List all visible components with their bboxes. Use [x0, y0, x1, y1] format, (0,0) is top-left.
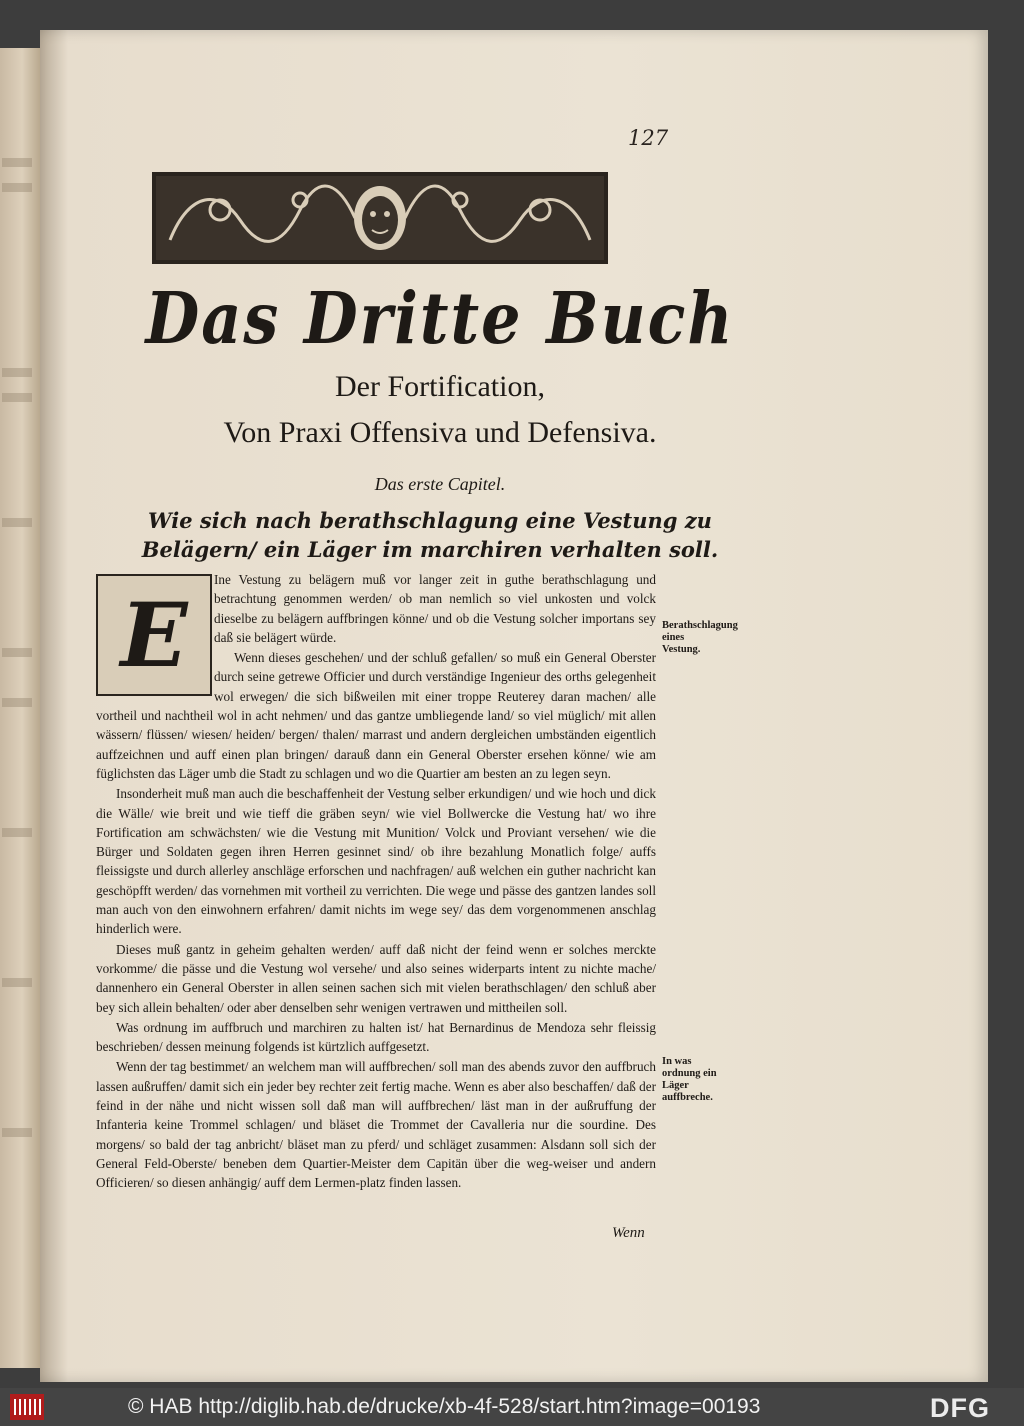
dfg-logo: DFG — [930, 1393, 990, 1423]
book-title: Das Dritte Buch — [145, 276, 735, 361]
chapter-title: Wie sich nach berathschlagung eine Vestung zu Belägern/ ein Läger im marchiren verhalten soll. — [141, 508, 719, 562]
previous-page-edge — [0, 48, 40, 1368]
copyright-url-link[interactable]: © HAB http://diglib.hab.de/drucke/xb-4f-528/start.htm?image=00193 — [128, 1395, 761, 1418]
subtitle-offensiva-defensiva: Von Praxi Offensiva und Defensiva. — [223, 416, 657, 449]
page-number: 127 — [628, 126, 669, 150]
paragraph: Wenn dieses geschehen/ und der schluß gefallen/ so muß ein General Oberster durch seine getrewe Officier und durch verständige Ingenieur des orths gelegenheit wol erwegen/ die sich bißweilen mit einer troppe Reuterey daran machen/ alle vortheil und nachtheil wol in acht nehmen/ und das gantze umbliegende land/ so viel müglich/ mit allen wässern/ flüssen/ wiesen/ heiden/ bergen/ thalen/ marrast und andern dergleichen umbständen eigentlich auffzeichnen und auff einen plan bringen/ darauß dann ein General Oberster ersehen könne/ wie am füglichsten das Läger umb die Stadt zu schlagen und wo die Quartier am besten an zu legen seyn. — [96, 650, 656, 781]
drop-cap-initial: E — [96, 574, 212, 696]
chapter-label: Das erste Capitel. — [374, 474, 506, 494]
paragraph: Insonderheit muß man auch die beschaffenheit der Vestung selber erkundigen/ und wie hoch und dick die Wälle/ wie breit und wie tieff die gräben seyn/ wie viel Bollwercke die Vestung hat/ wo ihre Fortification am schwächsten/ wie die Vestung mit Munition/ Volck und Proviant versehen/ wie die Bürger und Soldaten gegen ihren Herren gesinnet sind/ ob ihre bezahlung Monatlich folge/ auffs fleissigste und durch allerley anschläge erforschen und nachfragen/ auß welchen ein guther nachricht kan geschöpfft werden/ das vornehmen mit vortheil zu verrichten. Die wege und pässe des gantzen landes soll man auch von den einwohnern erfahren/ damit nichts im wege sey/ das dem vorgenommenen anschlag hinderlich were. — [96, 786, 656, 937]
footer-bar — [0, 1388, 1024, 1426]
subtitle-fortification: Der Fortification, — [335, 370, 545, 403]
hab-logo-icon — [10, 1394, 44, 1420]
paragraph: Ine Vestung zu belägern muß vor langer zeit in guthe berathschlagung und betrachtung genommen werden/ ob man nemlich so viel unkosten und volck dieselbe zu belägern auffbringen könne/ und ob die Vestung solcher importans sey daß sie belägert würde. — [214, 572, 656, 645]
paragraph: Was ordnung im auffbruch und marchiren zu halten ist/ hat Bernardinus de Mendoza sehr fleissig beschrieben/ dessen meinung folgends ist kürtzlich auffgesetzt. — [96, 1019, 656, 1055]
book-page — [40, 30, 988, 1382]
margin-note: In was ordnung ein Läger auffbreche. — [662, 1056, 717, 1103]
catchword: Wenn — [612, 1225, 645, 1241]
body-text — [96, 570, 656, 1194]
margin-note: Berathschlagung eines Vestung. — [662, 620, 738, 655]
paragraph: Dieses muß gantz in geheim gehalten werden/ auff daß nicht der feind wenn er solches merckte vorkomme/ die pässe und die Vestung wol versehe/ und also seines widerparts intent zu nichte mache/ dannenhero ein General Oberster in allen seinen sachen sich mit vielen berathschlagen/ den schluß aber bey sich allein behalten/ oder aber denselben sehr wenigen vertrawen und mittheilen soll. — [96, 941, 656, 1015]
paragraph: Wenn der tag bestimmet/ an welchem man will auffbrechen/ soll man des abends zuvor den auffbruch lassen außruffen/ damit sich ein jeder bey rechter zeit fertig mache. Wenn es aber also beschaffen/ daß der feind in der nähe und nicht wissen soll daß man will auffbrechen/ läst man in der außruffung der Infanteria keine Trommel schlagen/ und bläset die Trommet der Cavalleria nur die sourdine. Des morgens/ so bald der tag anbricht/ bläset man zu pferd/ und schläget zusammen: Alsdann soll sich der General Feld-Oberste/ beneben dem Quartier-Meister dem Capitän über die weg-weiser und andern Officieren/ so diesen anhängig/ auff dem Lermen-platz finden lassen. — [96, 1059, 656, 1191]
headpiece-ornament — [150, 170, 610, 266]
